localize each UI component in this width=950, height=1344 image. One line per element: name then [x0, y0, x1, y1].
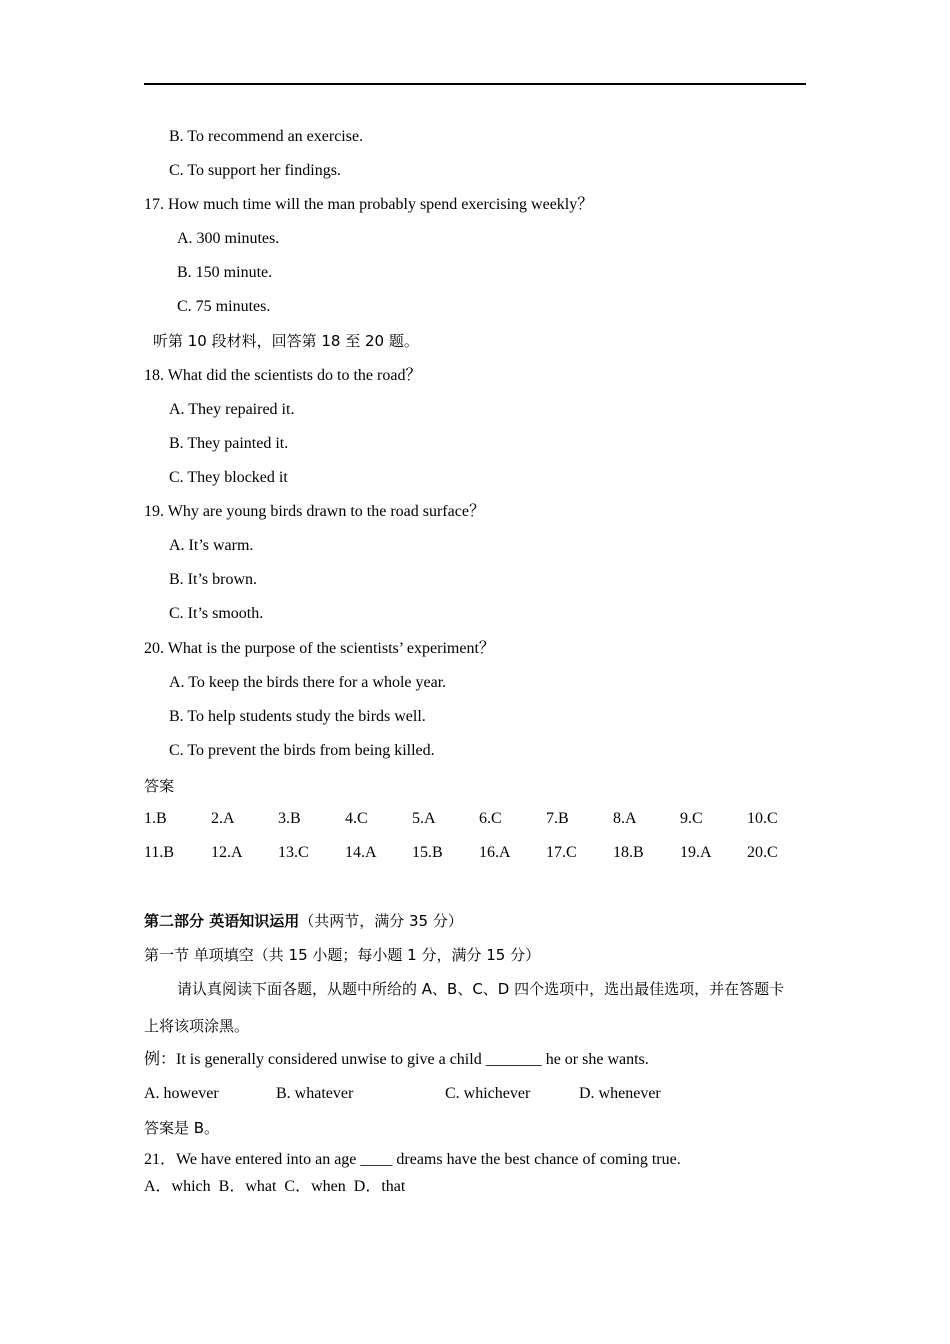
answer-cell: 12.A [211, 844, 243, 861]
q19-option-b: B. It’s brown. [169, 571, 257, 588]
q17-option-c: C. 75 minutes. [177, 298, 271, 315]
instruction-line-1: 请认真阅读下面各题，从题中所给的 A、B、C、D 四个选项中，选出最佳选项，并在答题卡 [177, 980, 785, 998]
section1-heading: 第一节 单项填空（共 15 小题；每小题 1 分，满分 15 分） [144, 946, 541, 964]
q16-option-c: C. To support her findings. [169, 162, 341, 179]
q18-option-c: C. They blocked it [169, 469, 288, 486]
example-question: 例：It is generally considered unwise to give a child _______ he or she wants. [144, 1051, 649, 1068]
answer-cell: 9.C [680, 810, 703, 827]
section-intro: 听第 10 段材料，回答第 18 至 20 题。 [153, 332, 419, 350]
answer-cell: 10.C [747, 810, 778, 827]
q17-option-b: B. 150 minute. [177, 264, 273, 281]
answer-cell: 1.B [144, 810, 167, 827]
instruction-line-2: 上将该项涂黑。 [144, 1017, 250, 1035]
answer-cell: 18.B [613, 844, 644, 861]
answer-cell: 5.A [412, 810, 436, 827]
part2-title-note: （共两节，满分 35 分） [299, 912, 463, 930]
answer-cell: 8.A [613, 810, 637, 827]
q19-question: 19. Why are young birds drawn to the road surface？ [144, 503, 485, 520]
example-option-a: A. however [144, 1085, 219, 1102]
answer-cell: 19.A [680, 844, 712, 861]
q21-question: 21．We have entered into an age ____ dreams have the best chance of coming true. [144, 1151, 681, 1168]
answer-cell: 2.A [211, 810, 235, 827]
q19-option-c: C. It’s smooth. [169, 605, 264, 622]
q17-question: 17. How much time will the man probably spend exercising weekly？ [144, 196, 594, 213]
part2-heading [144, 911, 463, 931]
answer-cell: 14.A [345, 844, 377, 861]
answer-cell: 7.B [546, 810, 569, 827]
q20-question: 20. What is the purpose of the scientists’ experiment？ [144, 640, 495, 657]
answer-cell: 17.C [546, 844, 577, 861]
q17-option-a: A. 300 minutes. [177, 230, 280, 247]
example-option-c: C. whichever [445, 1085, 531, 1102]
answer-cell: 13.C [278, 844, 309, 861]
q18-option-b: B. They painted it. [169, 435, 289, 452]
answer-cell: 11.B [144, 844, 175, 861]
q20-option-a: A. To keep the birds there for a whole year. [169, 674, 447, 691]
q16-option-b: B. To recommend an exercise. [169, 128, 364, 145]
example-answer: 答案是 B。 [144, 1119, 220, 1137]
example-option-d: D. whenever [579, 1085, 661, 1102]
q19-option-a: A. It’s warm. [169, 537, 254, 554]
answer-cell: 4.C [345, 810, 368, 827]
answer-cell: 20.C [747, 844, 778, 861]
answers-heading: 答案 [144, 777, 175, 795]
answer-cell: 3.B [278, 810, 301, 827]
answer-cell: 6.C [479, 810, 502, 827]
q20-option-b: B. To help students study the birds well. [169, 708, 426, 725]
q18-option-a: A. They repaired it. [169, 401, 295, 418]
part2-title: 第二部分 英语知识运用 [144, 912, 300, 930]
q18-question: 18. What did the scientists do to the road？ [144, 367, 422, 384]
example-option-b: B. whatever [276, 1085, 354, 1102]
answer-cell: 16.A [479, 844, 511, 861]
header-rule [144, 83, 806, 85]
q21-options: A．which B．what C．when D．that [144, 1178, 406, 1195]
answer-cell: 15.B [412, 844, 443, 861]
q20-option-c: C. To prevent the birds from being killed. [169, 742, 435, 759]
